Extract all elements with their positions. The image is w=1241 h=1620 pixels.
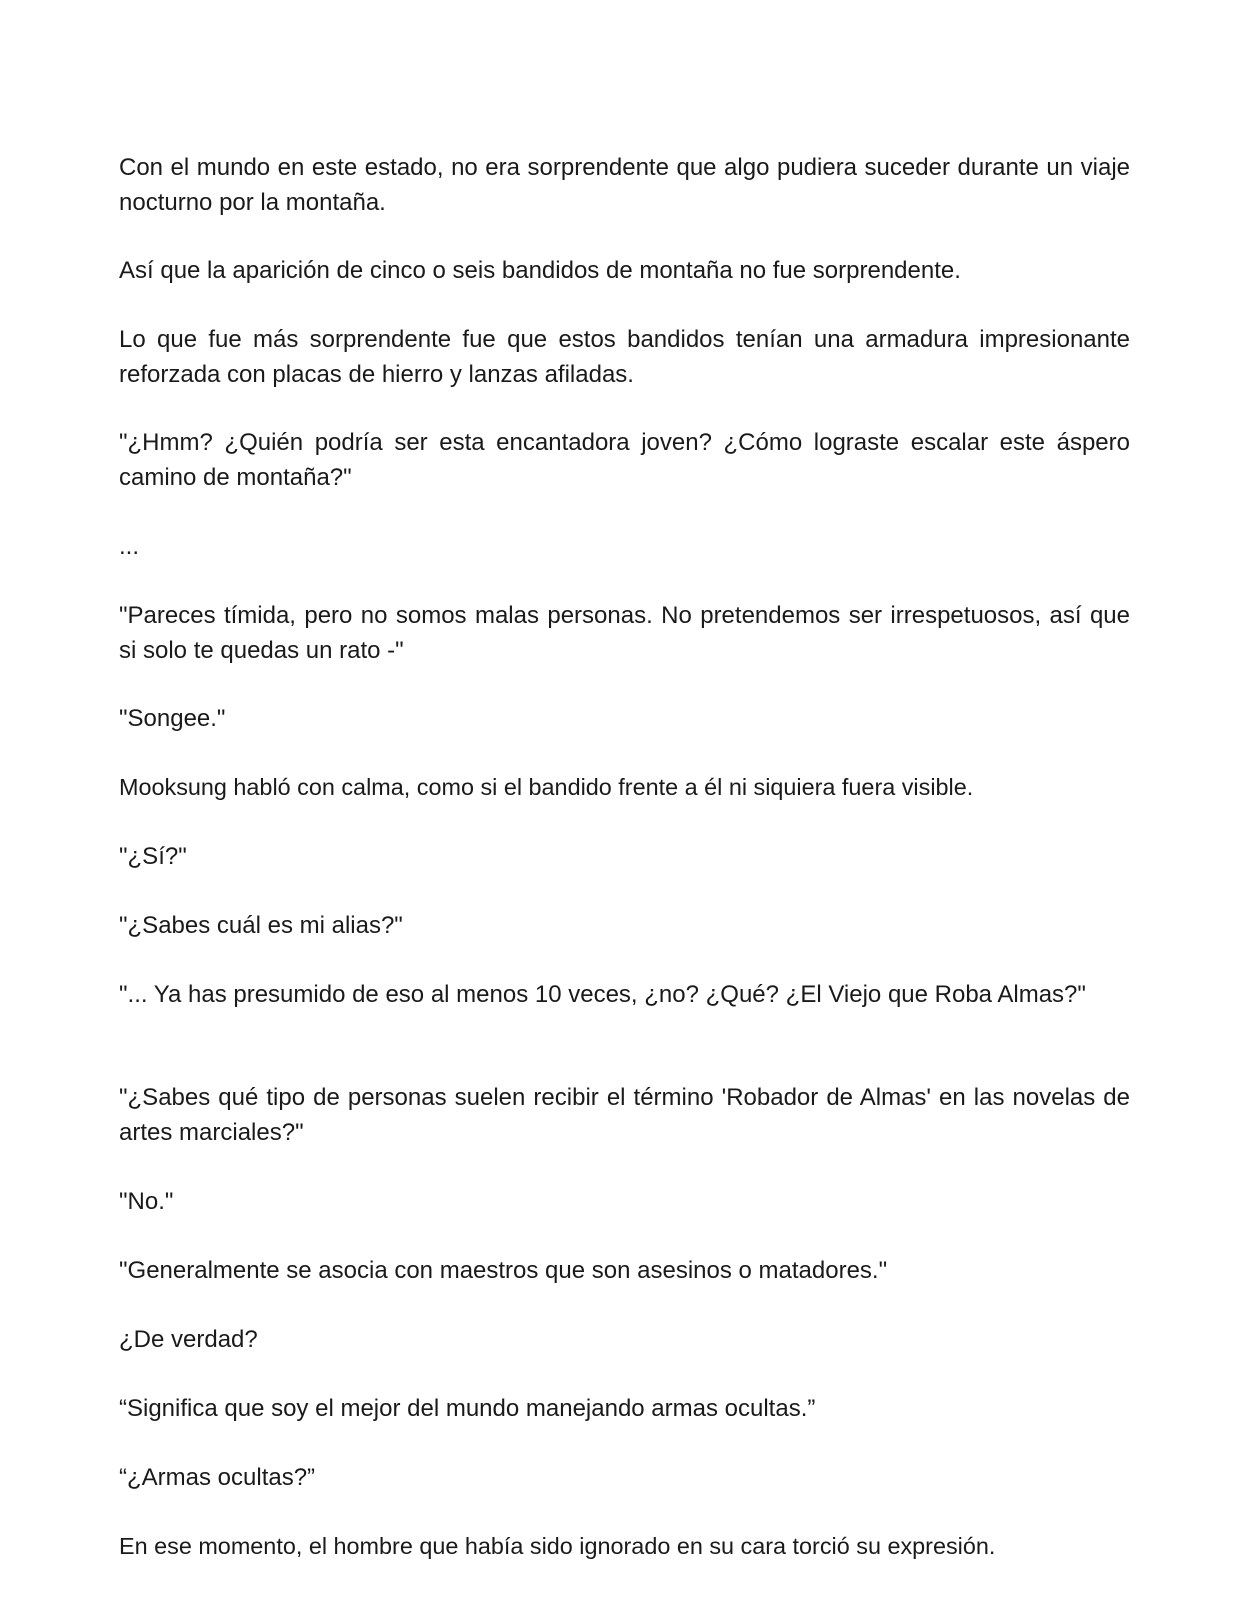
paragraph-9: "¿Sí?" [119,843,187,870]
paragraph-5: ... [119,533,140,560]
paragraph-8: Mooksung habló con calma, como si el bandido frente a él ni siquiera fuera visible. [119,774,974,800]
paragraph-15: ¿De verdad? [119,1326,258,1353]
paragraph-6: "Pareces tímida, pero no somos malas personas. No pretendemos ser irrespetuosos, así que si solo te quedas un rato -" [119,602,1130,664]
paragraph-10: "¿Sabes cuál es mi alias?" [119,912,403,939]
paragraph-14: "Generalmente se asocia con maestros que son asesinos o matadores." [119,1257,888,1284]
paragraph-13: "No." [119,1188,174,1215]
paragraph-16: “Significa que soy el mejor del mundo manejando armas ocultas.” [119,1395,816,1422]
paragraph-7: "Songee." [119,705,226,732]
paragraph-17: “¿Armas ocultas?” [119,1464,316,1491]
paragraph-1: Con el mundo en este estado, no era sorprendente que algo pudiera suceder durante un viaje nocturno por la montaña. [119,154,1130,216]
paragraph-3: Lo que fue más sorprendente fue que estos bandidos tenían una armadura impresionante reforzada con placas de hierro y lanzas afiladas. [119,326,1130,388]
paragraph-18: En ese momento, el hombre que había sido ignorado en su cara torció su expresión. [119,1533,996,1559]
paragraph-2: Así que la aparición de cinco o seis bandidos de montaña no fue sorprendente. [119,257,961,284]
paragraph-4: "¿Hmm? ¿Quién podría ser esta encantadora joven? ¿Cómo lograste escalar este áspero camino de montaña?" [119,429,1130,491]
paragraph-12: "¿Sabes qué tipo de personas suelen recibir el término 'Robador de Almas' en las novelas de artes marciales?" [119,1084,1130,1146]
paragraph-11: "... Ya has presumido de eso al menos 10 veces, ¿no? ¿Qué? ¿El Viejo que Roba Almas?" [119,981,1086,1008]
